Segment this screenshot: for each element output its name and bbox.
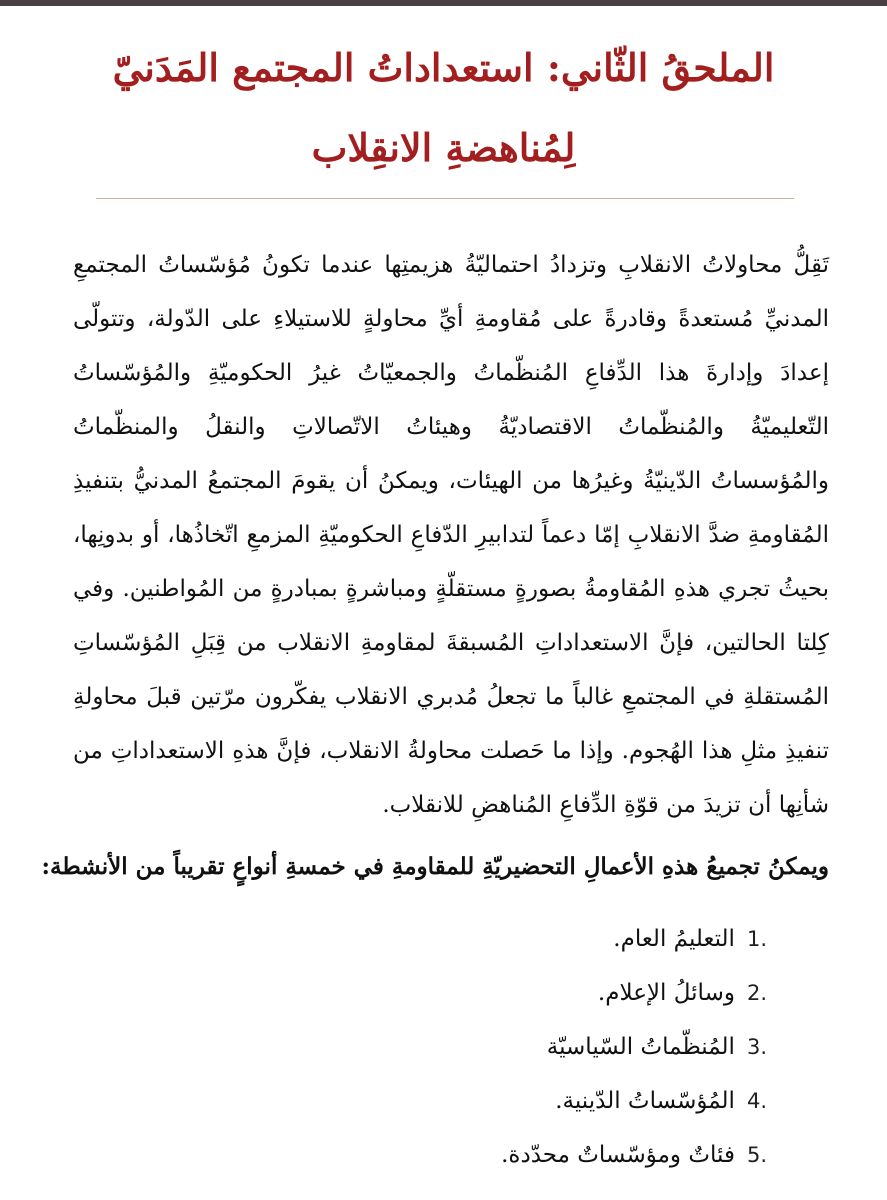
- list-item-number: 4.: [746, 1089, 767, 1113]
- title-divider: [96, 198, 794, 199]
- body-paragraph: تَقِلُّ محاولاتُ الانقلابِ وتزدادُ احتماليّةُ هزيمتِها عندما تكونُ مُؤسّساتُ المجتمعِ المدنيِّ مُستعدةً وقادرةً على مُقاومةِ أيِّ محاولةٍ للاستيلاءِ على الدّولة، وتتولّى إعدادَ وإدارةَ هذا الدِّفاعِ المُنظّماتُ والجمعيّاتُ غيرُ الحكوميّةِ والمُؤسّساتُ التّعليميّةُ والمُنظّماتُ الاقتصاديّةُ وهيئاتُ الاتّصالاتِ والنقلُ والمنظّماتُ والمُؤسساتُ الدّينيّةُ وغيرُها من الهيئات، ويمكنُ أن يقومَ المجتمعُ المدنيُّ بتنفيذِ المُقاومةِ ضدَّ الانقلابِ إمّا دعماً لتدابيرِ الدّفاعِ الحكوميّةِ المزمعِ اتّخاذُها، أو بدونِها، بحيثُ تجري هذهِ المُقاومةُ بصورةٍ مستقلّةٍ ومباشرةٍ بمبادرةٍ من المُواطنين. وفي كِلتا الحالتين، فإنَّ الاستعداداتِ المُسبقةَ لمقاومةِ الانقلاب من قِبَلِ المُؤسّساتِ المُستقلةِ في المجتمعِ غالباً ما تجعلُ مُدبري الانقلاب يفكّرون مرّتين قبلَ محاولةِ تنفيذِ مثلِ هذا الهُجوم. وإذا ما حَصلت محاولةُ الانقلاب، فإنَّ هذهِ الاستعداداتِ من شأنِها أن تزيدَ من قوّةِ الدِّفاعِ المُناهضِ للانقلاب.: [73, 252, 829, 818]
- document-page: [0, 6, 887, 1200]
- page-title: الملحقُ الثّاني: استعداداتُ المجتمع المَدَنيّ لِمُناهضةِ الانقِلاب: [112, 45, 775, 170]
- list-item-text: التعليمُ العام.: [613, 926, 735, 952]
- list-item-number: 2.: [746, 981, 767, 1005]
- list-item: [501, 966, 767, 1020]
- list-item-number: 1.: [746, 927, 767, 951]
- list-item-text: المُنظّماتُ السّياسيّة: [546, 1034, 735, 1060]
- list-item: [501, 1020, 767, 1074]
- list-item-number: 5.: [746, 1143, 767, 1167]
- activity-list: [501, 912, 767, 1182]
- list-item-text: المُؤسّساتُ الدّينية.: [555, 1088, 735, 1114]
- list-item: [501, 1128, 767, 1182]
- list-item-number: 3.: [746, 1035, 767, 1059]
- list-item: [501, 1074, 767, 1128]
- list-intro: ويمكنُ تجميعُ هذهِ الأعمالِ التحضيريّةِ للمقاومةِ في خمسةِ أنواعٍ تقريباً من الأنشطة:: [41, 853, 829, 880]
- list-item-text: وسائلُ الإعلام.: [597, 980, 735, 1006]
- list-item-text: فئاتٌ ومؤسّساتٌ محدّدة.: [501, 1142, 735, 1168]
- list-item: [501, 912, 767, 966]
